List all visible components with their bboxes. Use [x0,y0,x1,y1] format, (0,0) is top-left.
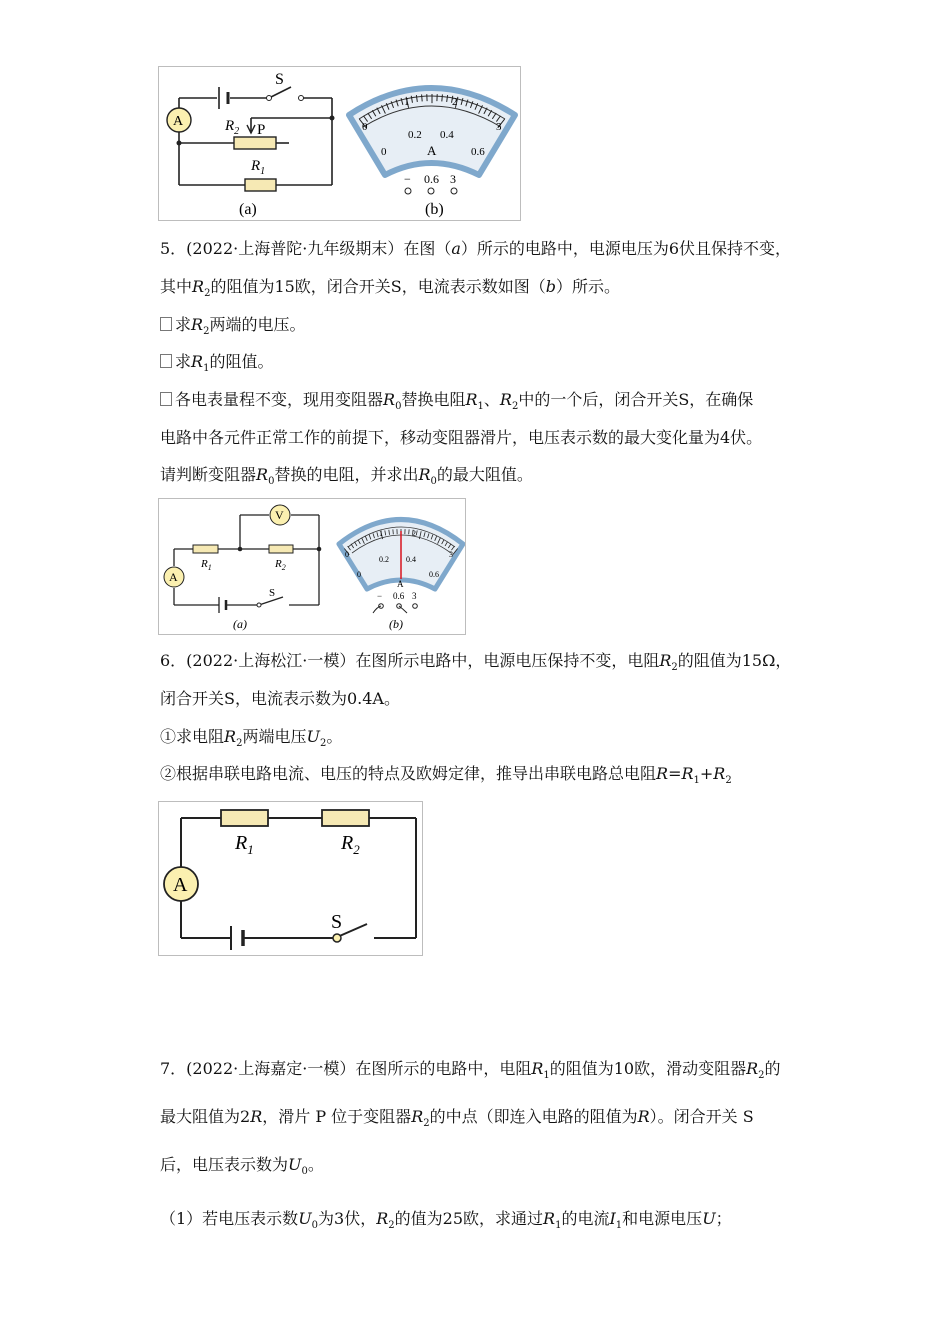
switch-label: S [275,71,284,88]
checkbox-icon [160,354,172,368]
terminal-neg: − [404,172,411,186]
resistor-r1 [221,810,268,826]
wire-lead-icon [399,606,407,613]
dial-unit: A [427,143,437,158]
junction-dot [330,116,335,121]
dial-top-2: 2 [452,96,458,108]
junction-dot [238,547,243,552]
figure-q6-circuit [158,801,423,956]
dial-bottom-0: 0 [357,570,361,579]
q7-part-1: （1）若电压表示数$U_0$为3伏，$R_2$的值为25欧，求通过$R_1$的电流$I_1$和电源电压U； [160,1209,732,1232]
switch-pivot [257,603,261,607]
q5-subq-1: 求$R_2$两端的电压。 [160,314,305,343]
r1-label: $R_1$ [251,158,266,177]
terminal-icon [451,188,457,194]
junction-dot [177,141,182,146]
figure-q5-circuit-and-meter-2 [158,498,466,635]
terminal-neg: − [377,591,383,601]
terminal-0-6: 0.6 [424,172,439,186]
ammeter-label: A [169,570,178,584]
q5-subq-3: 各电表量程不变，现用变阻器$R_0$替换电阻$R_1$、$R_2$中的一个后，闭合开关S，在确保 [160,389,753,418]
dial-bottom-2: 0.4 [406,555,416,564]
q5-line-6: 电路中各元件正常工作的前提下，移动变阻器滑片，电压表示数的最大变化量为4伏。 [160,428,763,447]
dial-top-1: 1 [404,96,410,108]
dial-tick [422,94,423,101]
checkbox-icon [160,392,172,406]
r2-label: $R_2$ [225,118,240,137]
terminal-icon [428,188,434,194]
dial-bottom-2: 0.4 [440,129,454,141]
q6-line-2: 闭合开关S，电流表示数为0.4A。 [160,689,400,708]
figure-q5-circuit-and-ammeter [158,66,521,221]
q7-line-2: 最大阻值为2R，滑片 P 位于变阻器$R_2$的中点（即连入电路的阻值为R）。闭合开关 S [160,1107,754,1130]
caption-b: (b) [425,201,444,218]
switch-contact [299,96,304,101]
terminal-0-6: 0.6 [393,591,405,601]
dial-bottom-1: 0.2 [379,555,389,564]
r1-label: $R_1$ [201,558,212,572]
switch-label: S [331,911,343,933]
checkbox-icon [160,317,172,331]
q5-subq-2: 求$R_1$的阻值。 [160,351,273,380]
q6-subq-1: ①求电阻$R_2$两端电压$U_2$。 [160,727,343,750]
terminal-3: 3 [412,591,417,601]
slider-p-label: P [257,122,266,138]
terminal-icon [413,604,418,609]
q7-heading: 7．(2022·上海嘉定·一模）在图所示的电路中，电阻$R_1$的阻值为10欧，滑动变阻器$R_2$的 [160,1059,781,1082]
voltmeter-label: V [275,508,284,522]
switch-label: S [269,587,276,599]
circuit-diagram-1 [159,67,520,220]
r2-label: $R_2$ [275,558,286,572]
dial-bottom-3: 0.6 [429,570,439,579]
rheostat-r2 [234,137,276,149]
dial-top-0: 0 [362,121,368,133]
q6-heading: 6．(2022·上海松江·一模）在图所示电路中，电源电压保持不变，电阻$R_2$的阻值为15Ω， [160,651,792,674]
dial-tick [442,94,443,101]
terminal-icon [405,188,411,194]
ammeter-label: A [173,874,188,896]
q5-line-7: 请判断变阻器$R_0$替换的电阻，并求出$R_0$的最大阻值。 [160,465,533,488]
dial-unit: A [397,579,404,589]
caption-a: (a) [239,201,257,218]
resistor-r1 [193,545,218,553]
q5-line-2: 其中$R_2$的阻值为15欧，闭合开关S，电流表示数如图（b）所示。 [160,277,621,300]
q6-subq-2: ②根据串联电路电流、电压的特点及欧姆定律，推导出串联电路总电阻$R=R_1+R_2$ [160,764,732,787]
caption-b: (b) [389,617,403,631]
switch-pivot [267,96,272,101]
q7-line-3: 后，电压表示数为$U_0$。 [160,1155,324,1178]
dial-top-2: 2 [412,529,416,538]
dial-bottom-3: 0.6 [471,146,485,158]
circuit-diagram-3 [159,802,422,955]
junction-dot [317,547,322,552]
dial-top-3: 3 [496,121,502,133]
dial-top-1: 1 [379,529,383,538]
dial-bottom-0: 0 [381,146,387,158]
dial-bottom-1: 0.2 [408,129,422,141]
switch-pivot [333,934,341,942]
r1-label: $R_1$ [235,832,254,857]
dial-top-0: 0 [345,550,349,559]
resistor-r2 [269,545,293,553]
ammeter-label: A [173,114,184,129]
resistor-r2 [322,810,369,826]
dial-top-3: 3 [449,550,453,559]
terminal-3: 3 [450,172,456,186]
q5-heading: 5．(2022·上海普陀·九年级期末）在图（a）所示的电路中，电源电压为6伏且保持不变， [160,239,792,258]
r2-label: $R_2$ [341,832,360,857]
circuit-diagram-2 [159,499,465,634]
caption-a: (a) [233,617,247,631]
resistor-r1 [245,179,276,191]
